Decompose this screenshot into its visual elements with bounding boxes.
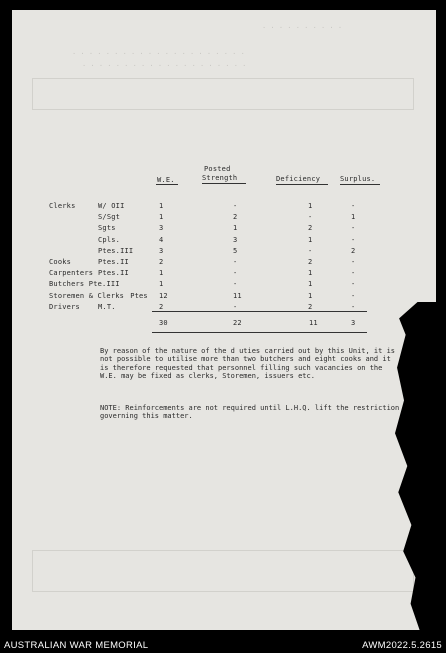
cell-group: Butchers bbox=[49, 280, 85, 289]
cell-posted: 5 bbox=[233, 246, 238, 255]
total-we: 30 bbox=[159, 319, 168, 327]
cell-deficiency: 2 bbox=[308, 224, 313, 233]
bleed-through-box bbox=[32, 78, 414, 110]
cell-posted: - bbox=[233, 269, 238, 278]
header-deficiency: Deficiency bbox=[276, 175, 321, 183]
total-deficiency: 11 bbox=[309, 319, 318, 327]
cell-we: 3 bbox=[159, 224, 164, 233]
cell-deficiency: 1 bbox=[308, 202, 313, 210]
cell-surplus: 2 bbox=[351, 246, 356, 255]
total-posted: 22 bbox=[233, 319, 242, 327]
cell-we: 12 bbox=[159, 291, 168, 300]
cell-surplus: 1 bbox=[351, 213, 356, 222]
cell-posted: - bbox=[233, 258, 238, 266]
bleed-through-text: · · · · · · · · · · · · · · · · · · · · · bbox=[72, 50, 245, 58]
cell-group: Carpenters bbox=[49, 269, 94, 278]
cell-surplus: - bbox=[351, 280, 356, 289]
header-strength: Strength bbox=[202, 174, 238, 182]
cell-we: 2 bbox=[159, 258, 164, 266]
cell-rank: Pte.III bbox=[88, 280, 120, 289]
cell-posted: - bbox=[233, 202, 238, 210]
cell-posted: 11 bbox=[233, 291, 242, 300]
bleed-through-box bbox=[32, 550, 414, 592]
cell-surplus: - bbox=[351, 302, 356, 311]
cell-surplus: - bbox=[351, 269, 356, 278]
cell-group: Clerks bbox=[49, 202, 76, 210]
header-underline-posted bbox=[202, 183, 246, 184]
cell-deficiency: 1 bbox=[308, 291, 313, 300]
cell-deficiency: 1 bbox=[308, 269, 313, 278]
cell-deficiency: 2 bbox=[308, 258, 313, 266]
cell-rank: Cpls. bbox=[98, 235, 121, 244]
cell-posted: - bbox=[233, 280, 238, 289]
cell-surplus: - bbox=[351, 258, 356, 266]
cell-deficiency: 2 bbox=[308, 302, 313, 311]
cell-deficiency: 1 bbox=[308, 235, 313, 244]
cell-rank: S/Sgt bbox=[98, 213, 121, 222]
cell-posted: - bbox=[233, 302, 238, 311]
cell-surplus: - bbox=[351, 202, 356, 210]
footer-institution: AUSTRALIAN WAR MEMORIAL bbox=[4, 640, 149, 651]
cell-deficiency: 1 bbox=[308, 280, 313, 289]
cell-posted: 3 bbox=[233, 235, 238, 244]
cell-we: 3 bbox=[159, 246, 164, 255]
note-paragraph: NOTE: Reinforcements are not required until L.H.Q. lift the restriction governing this matter. bbox=[100, 404, 400, 421]
cell-posted: 1 bbox=[233, 224, 238, 233]
cell-group: Drivers bbox=[49, 302, 80, 311]
header-underline-we bbox=[156, 184, 178, 185]
footer-accession-number: AWM2022.5.2615 bbox=[362, 640, 442, 651]
cell-surplus: - bbox=[351, 224, 356, 233]
cell-deficiency: - bbox=[308, 213, 313, 222]
bleed-through-text: · · · · · · · · · · · · · · · · · · · · bbox=[82, 62, 247, 70]
cell-we: 1 bbox=[159, 269, 164, 278]
totals-rule-bottom bbox=[152, 332, 367, 333]
cell-we: 1 bbox=[159, 202, 164, 210]
total-surplus: 3 bbox=[351, 319, 356, 327]
cell-surplus: - bbox=[351, 235, 356, 244]
totals-rule-top bbox=[152, 311, 367, 312]
cell-surplus: - bbox=[351, 291, 356, 300]
header-surplus: Surplus. bbox=[340, 175, 376, 183]
cell-rank: Ptes bbox=[130, 291, 148, 300]
header-posted: Posted bbox=[204, 165, 231, 173]
cell-rank: Ptes.III bbox=[98, 246, 134, 255]
cell-group: Cooks bbox=[49, 258, 72, 266]
cell-we: 2 bbox=[159, 302, 164, 311]
cell-rank: Sgts bbox=[98, 224, 116, 233]
cell-rank: Ptes.II bbox=[98, 258, 129, 266]
header-underline-deficiency bbox=[276, 184, 328, 185]
cell-we: 1 bbox=[159, 213, 164, 222]
document-page bbox=[12, 10, 436, 630]
explanation-paragraph: By reason of the nature of the d uties carried out by this Unit, it is not possible to utilise more than two butchers and eight cooks and it is therefore requested that personnel filling such vacancies on the W.E. may be fixed as clerks, Storemen, issuers etc. bbox=[100, 347, 396, 381]
bleed-through-text: · · · · · · · · · · bbox=[262, 24, 343, 32]
cell-rank: W/ OII bbox=[98, 202, 125, 210]
cell-group: Storemen & Clerks bbox=[49, 291, 125, 300]
cell-rank: M.T. bbox=[98, 302, 116, 311]
cell-we: 4 bbox=[159, 235, 164, 244]
cell-we: 1 bbox=[159, 280, 164, 289]
cell-posted: 2 bbox=[233, 213, 238, 222]
cell-rank: Ptes.II bbox=[98, 269, 129, 278]
header-underline-surplus bbox=[340, 184, 380, 185]
header-we: W.E. bbox=[157, 176, 175, 184]
cell-deficiency: - bbox=[308, 246, 313, 255]
